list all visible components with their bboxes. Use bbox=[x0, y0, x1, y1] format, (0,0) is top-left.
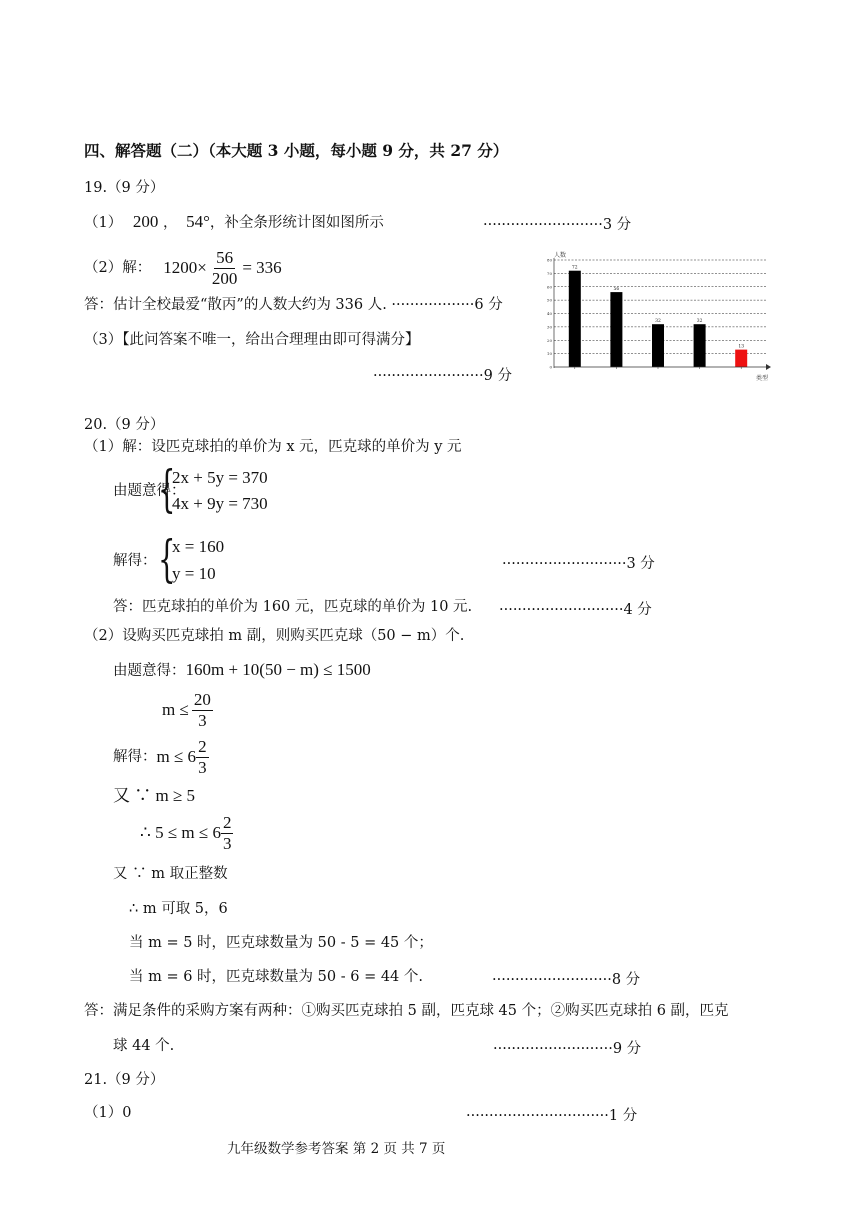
q19-part1-label: （1） bbox=[84, 215, 123, 231]
q20-fraction-2 bbox=[196, 737, 209, 778]
q20-m-le2: m ≤ 6 bbox=[156, 747, 197, 766]
q19-part1-sep: ， bbox=[162, 215, 178, 231]
q20-m-bound bbox=[162, 688, 216, 732]
q19-part1-score: ··························3 分 bbox=[483, 217, 632, 233]
q20-sol-score: ···························3 分 bbox=[502, 556, 655, 572]
q20-inequality-row bbox=[113, 661, 371, 680]
q20-solve-label: 解得： bbox=[113, 553, 157, 569]
page-footer: 九年级数学参考答案 第 2 页 共 7 页 bbox=[227, 1141, 446, 1157]
chart-bar bbox=[610, 292, 622, 367]
q20-eq1: 2x + 5y = 370 bbox=[172, 468, 268, 487]
chart-ylabel: 人数 bbox=[554, 252, 567, 259]
q20-ineq: 160m + 10(50 − m) ≤ 1500 bbox=[185, 660, 371, 679]
section-title bbox=[84, 142, 508, 160]
q19-part3: （3）【此问答案不唯一，给出合理理由即可得满分】 bbox=[84, 332, 420, 348]
q20-range-text: ∴ 5 ≤ m ≤ 6 bbox=[140, 823, 221, 842]
system-brace: { bbox=[158, 460, 176, 518]
q20-case2: 当 m = 6 时，匹克球数量为 50 - 6 = 44 个. bbox=[129, 969, 423, 985]
fraction-denominator: 200 bbox=[211, 268, 238, 288]
q20-also1: 又 ∵ m ≥ 5 bbox=[113, 786, 196, 805]
q21-part1-score: ·······························1 分 bbox=[466, 1108, 638, 1124]
chart-bar bbox=[735, 350, 747, 367]
chart-ytick-label: 40 bbox=[546, 311, 552, 316]
q19-part2 bbox=[84, 246, 282, 290]
chart-ytick-label: 10 bbox=[546, 351, 552, 357]
chart-data-label: 56 bbox=[613, 287, 620, 293]
q20-sol1: x = 160 bbox=[172, 537, 225, 556]
fraction-numerator: 2 bbox=[198, 736, 207, 756]
q19-part3-score: ························9 分 bbox=[373, 368, 512, 384]
fraction-denominator: 3 bbox=[198, 757, 207, 777]
q20-case1: 当 m = 5 时，匹克球数量为 50 - 5 = 45 个； bbox=[129, 935, 433, 951]
q20-sol2: y = 10 bbox=[172, 564, 216, 583]
q20-fraction-1 bbox=[192, 690, 213, 731]
fraction-denominator: 3 bbox=[222, 833, 232, 853]
section-title-detail: （本大题 3 小题，每小题 9 分，共 27 分） bbox=[208, 141, 509, 160]
chart-ytick-label: 80 bbox=[546, 257, 552, 263]
fraction-numerator: 56 bbox=[216, 247, 234, 267]
chart-data-label: 32 bbox=[696, 319, 703, 325]
q20-answer1-score: ···························4 分 bbox=[499, 602, 652, 618]
q20-take: ∴ m 可取 5，6 bbox=[129, 901, 228, 917]
fraction-numerator: 20 bbox=[193, 689, 211, 709]
chart-ytick-label: 0 bbox=[549, 364, 552, 370]
q20-m-le: m ≤ bbox=[162, 700, 189, 719]
q20-solve2 bbox=[113, 735, 212, 779]
q20-part2-intro: （2）设购买匹克球拍 m 副，则购买匹克球（50 − m）个. bbox=[84, 628, 465, 644]
q20-case2-score: ··························8 分 bbox=[492, 972, 641, 988]
q20-answer1: 答：匹克球拍的单价为 160 元，匹克球的单价为 10 元. bbox=[113, 599, 473, 615]
chart-bar bbox=[652, 324, 664, 367]
q19-header: 19.（9 分） bbox=[84, 180, 165, 196]
q20-solve2-label: 解得： bbox=[113, 749, 157, 765]
section-title-prefix: 四、解答题（二） bbox=[84, 141, 209, 160]
q20-ineq-label: 由题意得： bbox=[113, 663, 186, 679]
q20-header: 20.（9 分） bbox=[84, 417, 165, 433]
chart-data-label: 32 bbox=[655, 319, 661, 325]
q19-part1 bbox=[84, 213, 384, 232]
fraction-denominator: 3 bbox=[198, 710, 207, 730]
q19-answer: 答：估计全校最爱“散丙”的人数大约为 336 人. ··················6 分 bbox=[84, 297, 503, 313]
chart-ytick-label: 30 bbox=[546, 324, 552, 330]
q20-part1-intro: （1）解：设匹克球拍的单价为 x 元，匹克球的单价为 y 元 bbox=[84, 439, 462, 455]
q20-answer2b: 球 44 个. bbox=[113, 1038, 175, 1054]
q21-header: 21.（9 分） bbox=[84, 1072, 165, 1088]
chart-xlabel: 类型 bbox=[756, 375, 769, 382]
q20-answer2a: 答：满足条件的采购方案有两种：①购买匹克球拍 5 副，匹克球 45 个；②购买匹克球拍 6 副，匹克 bbox=[84, 1003, 729, 1019]
q20-answer2-score: ··························9 分 bbox=[493, 1041, 642, 1057]
q20-range bbox=[140, 811, 236, 855]
solution-brace: { bbox=[158, 530, 176, 588]
q20-also2: 又 ∵ m 取正整数 bbox=[113, 866, 228, 882]
q19-part1-value-a: 200 bbox=[132, 212, 159, 231]
q19-part2-label: （2）解： bbox=[84, 260, 152, 276]
chart-bar bbox=[694, 324, 706, 367]
chart-data-label: 72 bbox=[571, 265, 578, 271]
chart-bar bbox=[569, 271, 581, 367]
bar-chart bbox=[540, 248, 772, 384]
q19-part1-text: ，补全条形统计图如图所示 bbox=[209, 215, 384, 231]
chart-data-label: 13 bbox=[738, 344, 745, 350]
chart-ytick-label: 20 bbox=[546, 337, 552, 343]
fraction-numerator: 2 bbox=[222, 812, 232, 832]
chart-ytick-label: 50 bbox=[546, 297, 552, 303]
q19-part2-rhs: = 336 bbox=[242, 258, 282, 277]
q19-part2-lhs: 1200× bbox=[163, 258, 207, 277]
chart-ytick-label: 60 bbox=[546, 284, 552, 290]
q19-part1-value-b: 54° bbox=[186, 212, 210, 231]
q19-part2-fraction bbox=[210, 248, 240, 289]
chart-ytick-label: 70 bbox=[546, 270, 552, 276]
chart-yticks bbox=[547, 258, 553, 370]
q20-fraction-3 bbox=[221, 813, 234, 854]
q20-given-label: 由题意得： bbox=[113, 483, 186, 499]
q21-part1: （1）0 bbox=[84, 1105, 132, 1121]
q20-eq2: 4x + 9y = 730 bbox=[172, 494, 268, 513]
